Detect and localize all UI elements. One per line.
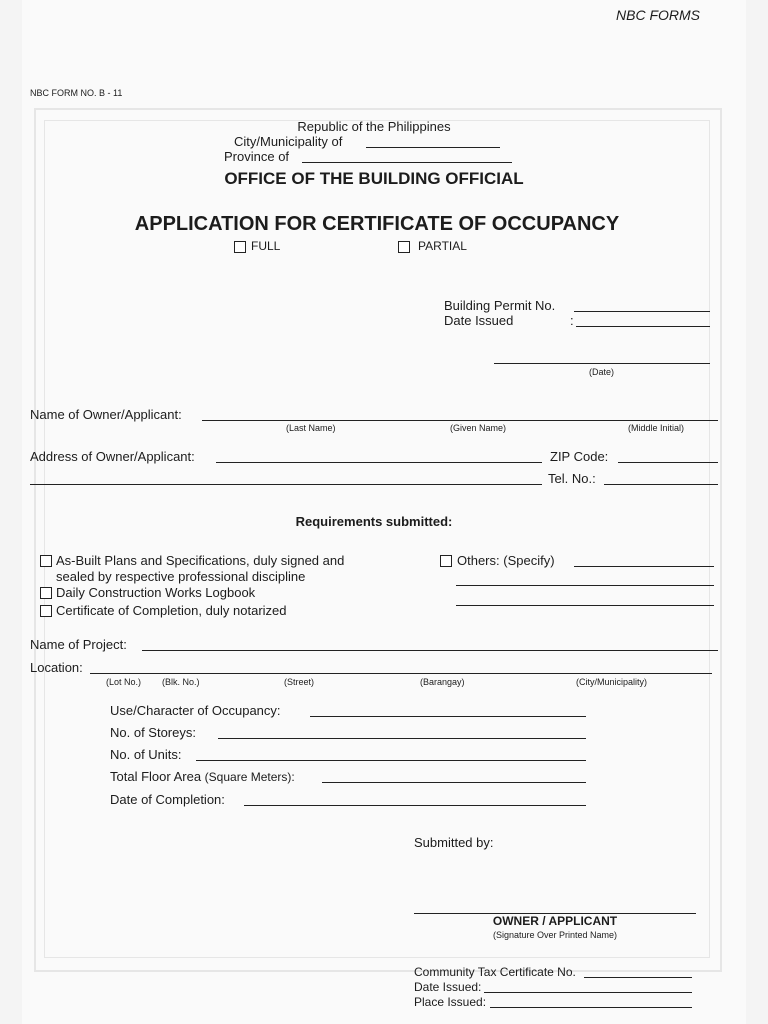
signature-caption: (Signature Over Printed Name) xyxy=(492,930,618,940)
owner-name-field[interactable] xyxy=(202,420,718,421)
full-checkbox[interactable] xyxy=(234,241,246,253)
partial-label: PARTIAL xyxy=(418,239,467,253)
owner-applicant-caption: OWNER / APPLICANT xyxy=(492,914,618,928)
storeys-label: No. of Storeys: xyxy=(110,725,196,740)
city-label: City/Municipality of xyxy=(234,134,343,149)
province-label: Province of xyxy=(224,149,290,164)
barangay-caption: (Barangay) xyxy=(420,677,465,687)
logbook-checkbox[interactable] xyxy=(40,587,52,599)
permit-no-field[interactable] xyxy=(574,311,710,312)
form-number: NBC FORM NO. B - 11 xyxy=(30,88,123,98)
city-municipality-caption: (City/Municipality) xyxy=(576,677,648,687)
others-label: Others: (Specify) xyxy=(457,553,555,568)
owner-address-label: Address of Owner/Applicant: xyxy=(30,449,195,464)
ctc-place-issued-field[interactable] xyxy=(490,1007,692,1008)
form-page xyxy=(22,0,746,1024)
date-issued-label: Date Issued xyxy=(444,313,514,328)
last-name-caption: (Last Name) xyxy=(286,423,336,433)
floor-area-field[interactable] xyxy=(322,782,586,783)
location-field[interactable] xyxy=(90,673,712,674)
occupancy-use-field[interactable] xyxy=(310,716,586,717)
occupancy-use-label: Use/Character of Occupancy: xyxy=(110,703,281,718)
units-field[interactable] xyxy=(196,760,586,761)
project-name-label: Name of Project: xyxy=(30,637,127,652)
certificate-of-completion-label: Certificate of Completion, duly notarized xyxy=(56,603,287,618)
city-field[interactable] xyxy=(366,147,500,148)
floor-area-unit: (Square Meters): xyxy=(204,770,295,784)
floor-area-label xyxy=(110,769,295,785)
ctc-place-issued-label: Place Issued: xyxy=(414,995,487,1009)
bleed-through-frame-inner xyxy=(44,120,710,958)
blk-no-caption: (Blk. No.) xyxy=(162,677,200,687)
others-field-3[interactable] xyxy=(456,605,714,606)
street-caption: (Street) xyxy=(284,677,315,687)
others-field-2[interactable] xyxy=(456,585,714,586)
partial-checkbox[interactable] xyxy=(398,241,410,253)
others-checkbox[interactable] xyxy=(440,555,452,567)
owner-address-field-2[interactable] xyxy=(30,484,542,485)
republic-line: Republic of the Philippines xyxy=(297,119,451,134)
full-label: FULL xyxy=(251,239,281,253)
ctc-date-issued-label: Date Issued: xyxy=(414,980,482,994)
certificate-of-completion-checkbox[interactable] xyxy=(40,605,52,617)
completion-date-field[interactable] xyxy=(244,805,586,806)
date-caption: (Date) xyxy=(589,367,615,377)
ctc-label: Community Tax Certificate No. xyxy=(414,965,576,979)
zip-code-field[interactable] xyxy=(618,462,718,463)
location-label: Location: xyxy=(30,660,83,675)
as-built-plans-label: As-Built Plans and Specifications, duly signed and xyxy=(56,553,345,568)
middle-initial-caption: (Middle Initial) xyxy=(628,423,685,433)
completion-date-label: Date of Completion: xyxy=(110,792,225,807)
project-name-field[interactable] xyxy=(142,650,718,651)
units-label: No. of Units: xyxy=(110,747,182,762)
date-issued-colon: : xyxy=(570,313,574,328)
requirements-heading: Requirements submitted: xyxy=(295,514,453,529)
permit-no-label: Building Permit No. xyxy=(444,298,556,313)
lot-no-caption: (Lot No.) xyxy=(106,677,142,687)
submitted-by-label: Submitted by: xyxy=(414,835,494,850)
date-issued-field[interactable] xyxy=(576,326,710,327)
office-title: OFFICE OF THE BUILDING OFFICIAL xyxy=(224,169,524,188)
storeys-field[interactable] xyxy=(218,738,586,739)
floor-area-text: Total Floor Area xyxy=(110,769,202,784)
ctc-field[interactable] xyxy=(584,977,692,978)
logbook-label: Daily Construction Works Logbook xyxy=(56,585,256,600)
page-title: APPLICATION FOR CERTIFICATE OF OCCUPANCY xyxy=(134,213,620,235)
owner-address-field[interactable] xyxy=(216,462,542,463)
tel-no-field[interactable] xyxy=(604,484,718,485)
province-field[interactable] xyxy=(302,162,512,163)
as-built-plans-checkbox[interactable] xyxy=(40,555,52,567)
tel-no-label: Tel. No.: xyxy=(548,471,596,486)
as-built-plans-label-2: sealed by respective professional discipline xyxy=(56,569,306,584)
given-name-caption: (Given Name) xyxy=(450,423,507,433)
others-field-1[interactable] xyxy=(574,566,714,567)
zip-code-label: ZIP Code: xyxy=(550,449,609,464)
owner-name-label: Name of Owner/Applicant: xyxy=(30,407,182,422)
ctc-date-issued-field[interactable] xyxy=(484,992,692,993)
date-field[interactable] xyxy=(494,363,710,364)
nbc-forms-label: NBC FORMS xyxy=(616,7,700,23)
